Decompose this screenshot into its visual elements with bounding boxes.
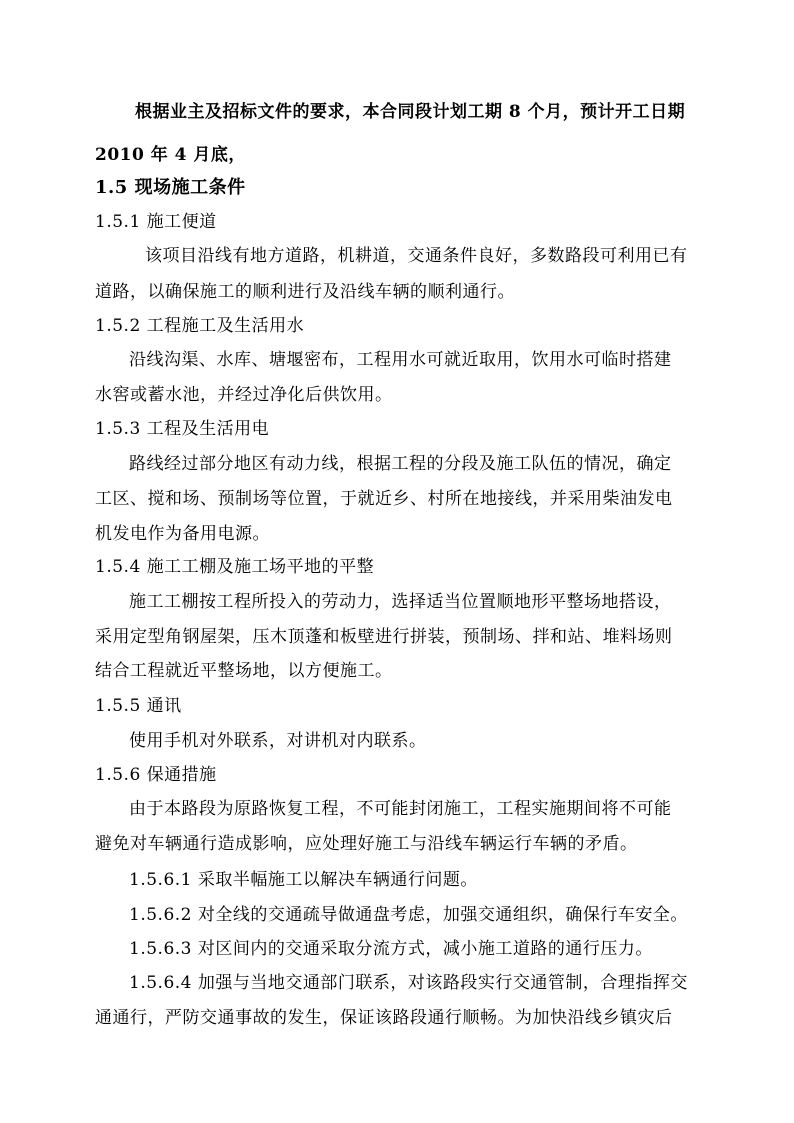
section-1-5-6-item-4-line-1: 1.5.6.4 加强与当地交通部门联系，对该路段实行交通管制，合理指挥交 — [129, 973, 688, 993]
section-1-5-3-title: 1.5.3 工程及生活用电 — [95, 419, 270, 439]
section-1-5-6-item-2: 1.5.6.2 对全线的交通疏导做通盘考虑，加强交通组织，确保行车安全。 — [129, 905, 688, 925]
section-1-5-2-line-2: 水窖或蓄水池，并经过净化后供饮用。 — [95, 385, 393, 405]
intro-line-1: 根据业主及招标文件的要求，本合同段计划工期 8 个月，预计开工日期 — [135, 102, 686, 122]
section-1-5-2-title: 1.5.2 工程施工及生活用水 — [95, 316, 305, 336]
section-1-5-3-line-2: 工区、搅和场、预制场等位置，于就近乡、村所在地接线，并采用柴油发电 — [95, 489, 673, 509]
section-1-5-1-title: 1.5.1 施工便道 — [95, 212, 217, 232]
section-1-5-6-line-2: 避免对车辆通行造成影响，应处理好施工与沿线车辆运行车辆的矛盾。 — [95, 834, 638, 854]
section-1-5-5-title: 1.5.5 通讯 — [95, 696, 182, 716]
section-1-5-4-title: 1.5.4 施工工棚及施工场平地的平整 — [95, 557, 375, 577]
section-1-5-3-line-1: 路线经过部分地区有动力线，根据工程的分段及施工队伍的情况，确定 — [129, 454, 672, 474]
section-1-5-4-line-1: 施工工棚按工程所投入的劳动力，选择适当位置顺地形平整场地搭设， — [129, 592, 672, 612]
section-1-5-6-item-4-line-2: 通通行，严防交通事故的发生，保证该路段通行顺畅。为加快沿线乡镇灾后 — [95, 1008, 673, 1028]
section-1-5-6-item-3: 1.5.6.3 对区间内的交通采取分流方式，减小施工道路的通行压力。 — [129, 939, 653, 959]
section-1-5-title: 1.5 现场施工条件 — [95, 177, 246, 198]
section-1-5-6-item-1: 1.5.6.1 采取半幅施工以解决车辆通行问题。 — [129, 870, 478, 890]
section-1-5-1-line-1: 该项目沿线有地方道路，机耕道，交通条件良好，多数路段可利用已有 — [145, 246, 688, 266]
section-1-5-6-line-1: 由于本路段为原路恢复工程，不可能封闭施工，工程实施期间将不可能 — [129, 799, 672, 819]
section-1-5-5-line-1: 使用手机对外联系，对讲机对内联系。 — [129, 731, 427, 751]
section-1-5-4-line-2: 采用定型角钢屋架，压木顶蓬和板壁进行拼装，预制场、拌和站、堆料场则 — [95, 627, 673, 647]
section-1-5-6-title: 1.5.6 保通措施 — [95, 765, 217, 785]
section-1-5-3-line-3: 机发电作为备用电源。 — [95, 524, 270, 544]
section-1-5-1-line-2: 道路，以确保施工的顺利进行及沿线车辆的顺利通行。 — [95, 282, 515, 302]
intro-line-2: 2010 年 4 月底， — [95, 145, 246, 165]
section-1-5-2-line-1: 沿线沟渠、水库、塘堰密布，工程用水可就近取用，饮用水可临时搭建 — [129, 350, 672, 370]
section-1-5-4-line-3: 结合工程就近平整场地，以方便施工。 — [95, 661, 393, 681]
